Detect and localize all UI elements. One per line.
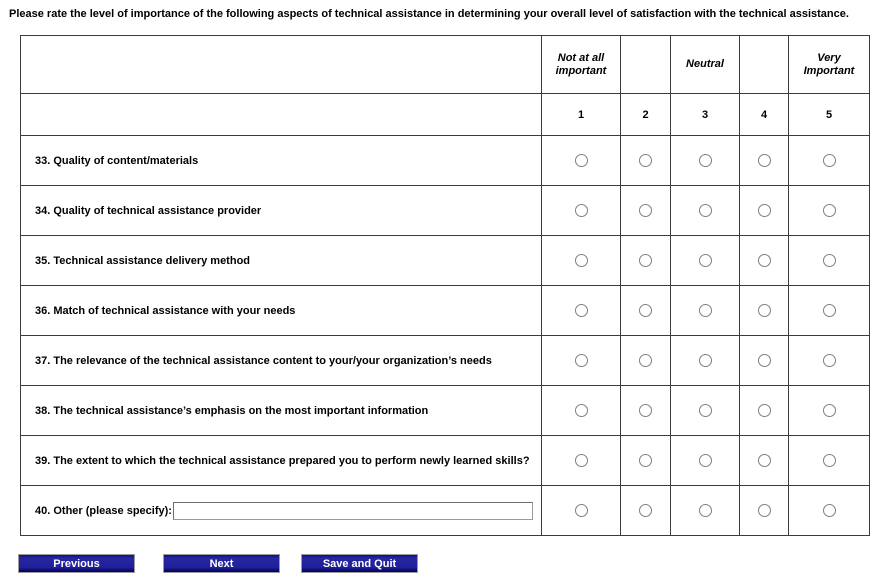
radio-cell <box>740 486 789 536</box>
radio-cell <box>671 336 740 386</box>
radio-button-q33-5[interactable] <box>823 154 836 167</box>
radio-cell <box>671 186 740 236</box>
table-row-q38 <box>21 386 870 436</box>
scale-label-very-important: Very Important <box>789 36 870 94</box>
radio-cell <box>671 436 740 486</box>
radio-button-q37-1[interactable] <box>575 354 588 367</box>
radio-button-q34-5[interactable] <box>823 204 836 217</box>
radio-button-q34-4[interactable] <box>758 204 771 217</box>
radio-cell <box>671 486 740 536</box>
rating-table <box>20 35 870 536</box>
radio-cell <box>671 136 740 186</box>
radio-button-q39-2[interactable] <box>639 454 652 467</box>
radio-button-q39-4[interactable] <box>758 454 771 467</box>
radio-cell <box>542 236 621 286</box>
radio-cell <box>621 386 671 436</box>
previous-button[interactable]: Previous <box>18 554 135 573</box>
question-label: 36. Match of technical assistance with your needs <box>21 286 542 336</box>
table-row-q37 <box>21 336 870 386</box>
header-spacer-cell <box>21 36 542 94</box>
radio-cell <box>789 486 870 536</box>
question-label: 35. Technical assistance delivery method <box>21 236 542 286</box>
table-row-q36 <box>21 286 870 336</box>
radio-cell <box>542 386 621 436</box>
save-and-quit-button[interactable]: Save and Quit <box>301 554 418 573</box>
scale-label-neutral: Neutral <box>671 36 740 94</box>
radio-button-q38-2[interactable] <box>639 404 652 417</box>
scale-label-4 <box>740 36 789 94</box>
radio-button-q37-3[interactable] <box>699 354 712 367</box>
table-row-q35 <box>21 236 870 286</box>
radio-button-q35-5[interactable] <box>823 254 836 267</box>
radio-button-q36-1[interactable] <box>575 304 588 317</box>
radio-button-q37-4[interactable] <box>758 354 771 367</box>
radio-button-q40-3[interactable] <box>699 504 712 517</box>
radio-button-q34-3[interactable] <box>699 204 712 217</box>
radio-cell <box>621 436 671 486</box>
radio-button-q36-4[interactable] <box>758 304 771 317</box>
question-label: 40. Other (please specify): <box>35 504 172 517</box>
header-spacer-cell <box>21 94 542 136</box>
table-row-q33 <box>21 136 870 186</box>
scale-number-1: 1 <box>542 94 621 136</box>
radio-button-q36-3[interactable] <box>699 304 712 317</box>
radio-button-q35-1[interactable] <box>575 254 588 267</box>
radio-button-q39-5[interactable] <box>823 454 836 467</box>
scale-number-5: 5 <box>789 94 870 136</box>
radio-button-q35-4[interactable] <box>758 254 771 267</box>
radio-cell <box>671 286 740 336</box>
question-label: 37. The relevance of the technical assistance content to your/your organization’s needs <box>21 336 542 386</box>
radio-cell <box>740 186 789 236</box>
radio-button-q40-1[interactable] <box>575 504 588 517</box>
radio-button-q40-5[interactable] <box>823 504 836 517</box>
radio-cell <box>542 286 621 336</box>
radio-cell <box>789 436 870 486</box>
radio-button-q39-1[interactable] <box>575 454 588 467</box>
radio-button-q36-5[interactable] <box>823 304 836 317</box>
radio-button-q34-2[interactable] <box>639 204 652 217</box>
radio-button-q36-2[interactable] <box>639 304 652 317</box>
next-button[interactable]: Next <box>163 554 280 573</box>
radio-button-q39-3[interactable] <box>699 454 712 467</box>
table-row-q39 <box>21 436 870 486</box>
radio-cell <box>621 136 671 186</box>
radio-cell <box>740 236 789 286</box>
radio-cell <box>740 336 789 386</box>
radio-cell <box>621 336 671 386</box>
radio-button-q34-1[interactable] <box>575 204 588 217</box>
radio-cell <box>542 436 621 486</box>
radio-cell <box>621 286 671 336</box>
radio-button-q37-2[interactable] <box>639 354 652 367</box>
navigation-buttons <box>18 554 887 573</box>
radio-cell <box>671 386 740 436</box>
radio-cell <box>789 386 870 436</box>
radio-cell <box>740 136 789 186</box>
radio-button-q35-3[interactable] <box>699 254 712 267</box>
radio-cell <box>621 236 671 286</box>
radio-cell <box>740 386 789 436</box>
scale-label-not-at-all-important: Not at all important <box>542 36 621 94</box>
radio-cell <box>789 136 870 186</box>
question-label: 33. Quality of content/materials <box>21 136 542 186</box>
scale-number-4: 4 <box>740 94 789 136</box>
radio-cell <box>542 336 621 386</box>
radio-button-q35-2[interactable] <box>639 254 652 267</box>
radio-button-q38-4[interactable] <box>758 404 771 417</box>
scale-number-2: 2 <box>621 94 671 136</box>
scale-number-3: 3 <box>671 94 740 136</box>
radio-cell <box>542 136 621 186</box>
radio-cell <box>789 236 870 286</box>
radio-button-q40-2[interactable] <box>639 504 652 517</box>
table-row-q40 <box>21 486 870 536</box>
radio-button-q38-3[interactable] <box>699 404 712 417</box>
radio-button-q40-4[interactable] <box>758 504 771 517</box>
scale-label-2 <box>621 36 671 94</box>
radio-button-q38-5[interactable] <box>823 404 836 417</box>
radio-cell <box>671 236 740 286</box>
radio-cell <box>542 486 621 536</box>
page-title: Please rate the level of importance of the following aspects of technical assistance in determining your overall level of satisfaction with the technical assistance. <box>9 8 849 20</box>
radio-cell <box>789 286 870 336</box>
radio-cell <box>740 436 789 486</box>
table-row-q34 <box>21 186 870 236</box>
question-label: 38. The technical assistance’s emphasis on the most important information <box>21 386 542 436</box>
scale-label-row <box>21 36 870 94</box>
question-label-with-input <box>21 486 542 536</box>
question-label: 39. The extent to which the technical assistance prepared you to perform newly learned skills? <box>21 436 542 486</box>
question-label: 34. Quality of technical assistance provider <box>21 186 542 236</box>
radio-button-q33-4[interactable] <box>758 154 771 167</box>
radio-cell <box>621 486 671 536</box>
radio-cell <box>542 186 621 236</box>
radio-button-q38-1[interactable] <box>575 404 588 417</box>
radio-cell <box>740 286 789 336</box>
radio-cell <box>621 186 671 236</box>
other-input[interactable] <box>173 502 533 520</box>
radio-button-q33-2[interactable] <box>639 154 652 167</box>
radio-button-q37-5[interactable] <box>823 354 836 367</box>
scale-number-row <box>21 94 870 136</box>
radio-button-q33-1[interactable] <box>575 154 588 167</box>
radio-cell <box>789 186 870 236</box>
radio-cell <box>789 336 870 386</box>
radio-button-q33-3[interactable] <box>699 154 712 167</box>
